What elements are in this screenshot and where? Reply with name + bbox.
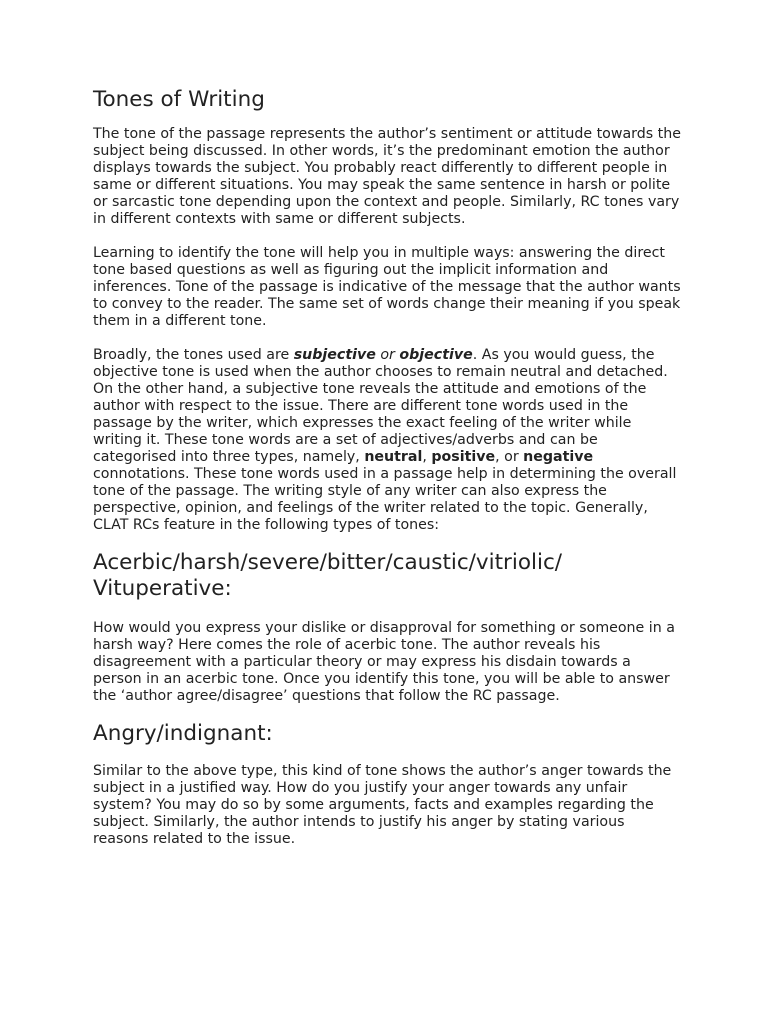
positive-term: positive [431,449,496,465]
acerbic-heading: Acerbic/harsh/severe/bitter/caustic/vitriolic/ Vituperative: [93,550,563,601]
text-segment: , [422,449,432,465]
document-page [93,86,683,865]
text-segment: . As you would guess, the objective tone is used when the author chooses to remain neutral and detached. On the other hand, a subjective tone reveals the attitude and emotions of the author with respect to the issue. There are different tone words used in the passage by the writer, which expresses the exact feeling of the writer while writing it. These tone words are a set of adjectives/adverbs and can be categorised into three types, namely, [93,347,668,465]
text-segment: , or [495,449,524,465]
text-segment: Broadly, the tones used are [93,347,294,363]
or-connector: or [375,347,400,363]
page-title: Tones of Writing [93,87,265,112]
benefits-paragraph: Learning to identify the tone will help you in multiple ways: answering the direct tone based questions as well as figuring out the implicit information and inferences. Tone of the passage is indicative of the message that the author wants to convey to the reader. The same set of words change their meaning if you speak them in a different tone. [93,245,681,329]
angry-heading: Angry/indignant: [93,721,273,746]
subjective-term: subjective [293,347,376,363]
intro-paragraph: The tone of the passage represents the author’s sentiment or attitude towards the subject being discussed. In other words, it’s the predominant emotion the author displays towards the subject. You probably react differently to different people in same or different situations. You may speak the same sentence in harsh or polite or sarcastic tone depending upon the context and people. Similarly, RC tones vary in different contexts with same or different subjects. [93,126,681,227]
negative-term: negative [523,449,594,465]
text-segment: connotations. These tone words used in a passage help in determining the overall tone of the passage. The writing style of any writer can also express the perspective, opinion, and feelings of the writer related to the topic. Generally, CLAT RCs feature in the following types of tones: [93,466,677,533]
objective-term: objective [399,347,473,363]
tone-types-paragraph [93,347,683,534]
acerbic-paragraph: How would you express your dislike or disapproval for something or someone in a harsh way? Here comes the role of acerbic tone. The author reveals his disagreement with a particular theory or may express his disdain towards a person in an acerbic tone. Once you identify this tone, you will be able to answer the ‘author agree/disagree’ questions that follow the RC passage. [93,620,675,704]
neutral-term: neutral [364,449,423,465]
angry-paragraph: Similar to the above type, this kind of tone shows the author’s anger towards the subject in a justified way. How do you justify your anger towards any unfair system? You may do so by some arguments, facts and examples regarding the subject. Similarly, the author intends to justify his anger by stating various reasons related to the issue. [93,763,672,847]
